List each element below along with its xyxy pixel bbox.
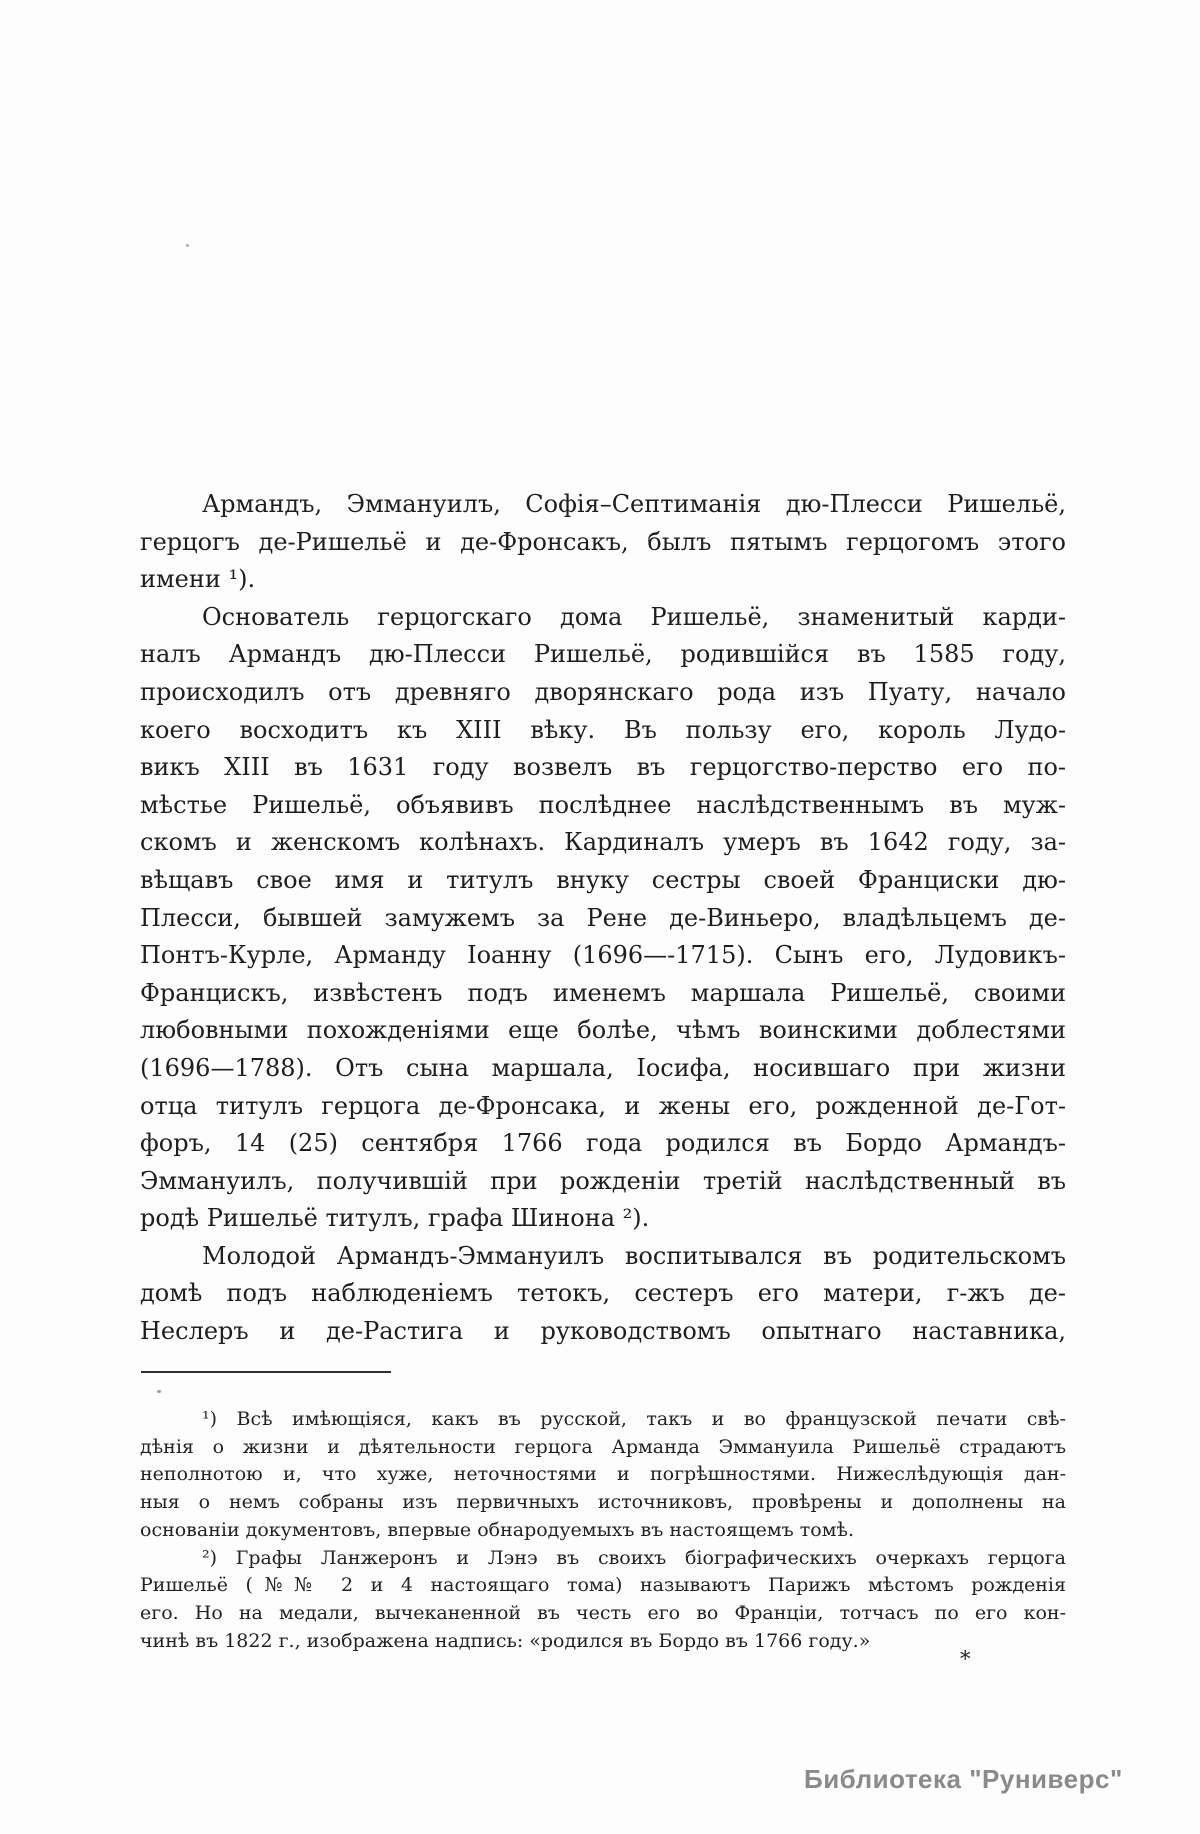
text-line: Армандъ, Эммануилъ, Софія–Септиманія дю-Плесси Ришельё,	[202, 490, 1066, 518]
text-line: налъ Армандъ дю-Плесси Ришельё, родившійся въ 1585 году,	[140, 640, 1066, 669]
text-line: домѣ подъ наблюденіемъ тетокъ, сестеръ его матери, г-жъ де-	[140, 1279, 1066, 1308]
text-line: чинѣ въ 1822 г., изображена надпись: «родился въ Бордо въ 1766 году.»	[140, 1629, 871, 1652]
text-line: основаніи документовъ, впервые обнародуемыхъ въ настоящемъ томѣ.	[140, 1518, 854, 1541]
text-line: происходилъ отъ древняго дворянскаго рода изъ Пуату, начало	[140, 677, 1066, 706]
text-line: Францискъ, извѣстенъ подъ именемъ маршала Ришельё, своими	[140, 978, 1066, 1007]
text-line: герцогъ де-Ришельё и де-Фронсакъ, былъ пятымъ герцогомъ этого	[140, 527, 1066, 556]
signature-asterisk: *	[960, 1647, 971, 1671]
text-line: Неслеръ и де-Растига и руководствомъ опытнаго наставника,	[140, 1317, 1066, 1346]
text-line: Ришельё (№№ 2 и 4 настоящаго тома) называютъ Парижъ мѣстомъ рожденія	[140, 1574, 1066, 1597]
text-line: ¹) Всѣ имѣющіяся, какъ въ русской, такъ и во французской печати свѣ-	[202, 1408, 1066, 1430]
text-line: коего восходитъ къ XIII вѣку. Въ пользу его, король Лудо-	[140, 715, 1066, 744]
footnote-separator-rule	[141, 1371, 391, 1373]
text-line: скомъ и женскомъ колѣнахъ. Кардиналъ умеръ въ 1642 году, за-	[140, 828, 1066, 857]
text-line: Молодой Армандъ-Эммануилъ воспитывался въ родительскомъ	[202, 1241, 1066, 1270]
paragraph-intro	[140, 486, 1066, 599]
text-line: (1696—1788). Отъ сына маршала, Іосифа, носившаго при жизни	[140, 1053, 1066, 1082]
text-line: мѣстье Ришельё, объявивъ послѣднее наслѣдственнымъ въ муж-	[140, 790, 1066, 819]
text-line: его. Но на медали, вычеканенной въ честь его во Франціи, тотчасъ по его кон-	[140, 1601, 1066, 1624]
main-text-block	[140, 486, 1066, 1351]
text-line: имени ¹).	[140, 565, 256, 594]
text-line: Основатель герцогскаго дома Ришельё, знаменитый карди-	[202, 602, 1066, 631]
scan-speck-artifact	[157, 1390, 161, 1393]
text-line: родѣ Ришельё титулъ, графа Шинона ²).	[140, 1204, 650, 1233]
text-line: форъ, 14 (25) сентября 1766 года родился въ Бордо Армандъ-	[140, 1129, 1066, 1158]
text-line: Понтъ-Курле, Арманду Іоанну (1696—-1715). Сынъ его, Лудовикъ-	[140, 941, 1066, 970]
text-line: вѣщавъ свое имя и титулъ внуку сестры своей Франциски дю-	[140, 865, 1066, 894]
footnotes-block	[140, 1406, 1066, 1655]
scan-speck-artifact	[186, 244, 189, 247]
text-line: любовными похожденіями еще болѣе, чѣмъ воинскими доблестями	[140, 1016, 1066, 1045]
text-line: отца титулъ герцога де-Фронсака, и жены его, рожденной де-Гот-	[140, 1091, 1066, 1120]
library-watermark: Библиотека "Руниверс"	[804, 1764, 1123, 1794]
text-line: ныя о немъ собраны изъ первичныхъ источниковъ, провѣрены и дополнены на	[140, 1491, 1066, 1514]
paragraph-upbringing	[140, 1238, 1066, 1351]
footnote-2	[140, 1545, 1066, 1656]
text-line: Эммануилъ, получившій при рожденіи третій наслѣдственный въ	[140, 1166, 1066, 1195]
text-line: викъ XIII въ 1631 году возвелъ въ герцогство-перство его по-	[140, 753, 1066, 782]
text-line: неполнотою и, что хуже, неточностями и погрѣшностями. Нижеслѣдующія дан-	[140, 1463, 1066, 1486]
text-line: дѣнія о жизни и дѣятельности герцога Арманда Эммануила Ришельё страдаютъ	[140, 1435, 1066, 1458]
text-line: ²) Графы Ланжеронъ и Лэнэ въ своихъ біографическихъ очеркахъ герцога	[202, 1546, 1066, 1569]
footnote-1	[140, 1406, 1066, 1545]
paragraph-family-history	[140, 599, 1066, 1238]
text-line: Плесси, бывшей замужемъ за Рене де-Виньеро, владѣльцемъ де-	[140, 903, 1066, 932]
